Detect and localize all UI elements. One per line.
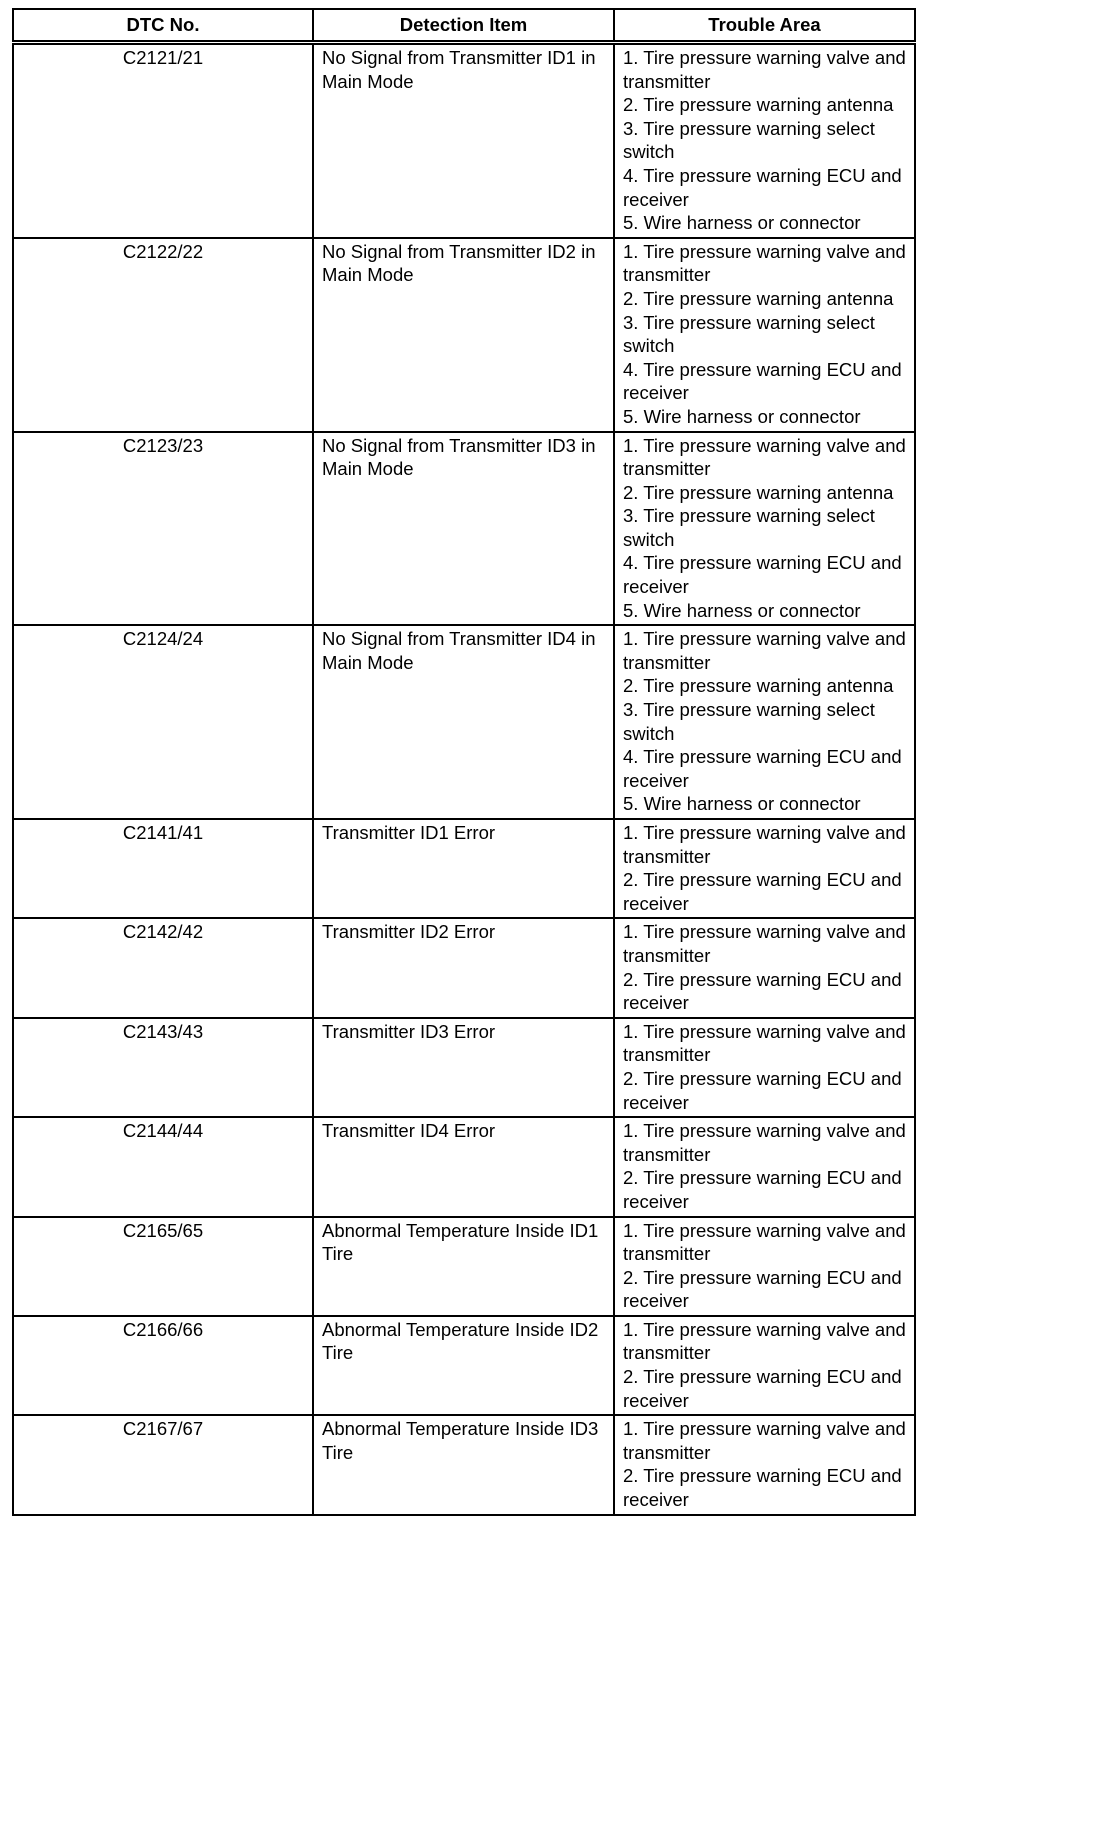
trouble-area-item: 5. Wire harness or connector bbox=[623, 212, 861, 234]
trouble-area-item: 3. Tire pressure warning select switch bbox=[623, 311, 875, 357]
detection-item-cell: Abnormal Temperature Inside ID1 Tire bbox=[313, 1217, 614, 1316]
trouble-area-cell bbox=[614, 1316, 915, 1415]
table-row bbox=[13, 1018, 915, 1117]
trouble-area-item: 2. Tire pressure warning ECU and receiver bbox=[623, 1266, 902, 1312]
trouble-area-cell bbox=[614, 918, 915, 1017]
detection-item-cell: No Signal from Transmitter ID2 in Main Mode bbox=[313, 238, 614, 432]
dtc-code-cell: C2142/42 bbox=[13, 918, 313, 1017]
trouble-area-cell bbox=[614, 625, 915, 819]
table-row bbox=[13, 43, 915, 238]
trouble-area-cell bbox=[614, 238, 915, 432]
trouble-area-item: 4. Tire pressure warning ECU and receiver bbox=[623, 746, 902, 791]
detection-item-cell: Transmitter ID2 Error bbox=[313, 918, 614, 1017]
dtc-code-cell: C2122/22 bbox=[13, 238, 313, 432]
trouble-area-cell bbox=[614, 432, 915, 626]
trouble-area-item: 3. Tire pressure warning select switch bbox=[623, 117, 875, 163]
trouble-area-cell bbox=[614, 1217, 915, 1316]
dtc-code-cell: C2143/43 bbox=[13, 1018, 313, 1117]
table-row bbox=[13, 1217, 915, 1316]
trouble-area-item: 1. Tire pressure warning valve and transmitter bbox=[623, 47, 906, 92]
dtc-code-cell: C2123/23 bbox=[13, 432, 313, 626]
header-detection-item: Detection Item bbox=[313, 9, 614, 43]
trouble-area-item: 2. Tire pressure warning antenna bbox=[623, 94, 894, 116]
detection-item-cell: No Signal from Transmitter ID4 in Main Mode bbox=[313, 625, 614, 819]
trouble-area-item: 2. Tire pressure warning ECU and receiver bbox=[623, 968, 902, 1014]
table-row bbox=[13, 918, 915, 1017]
detection-item-cell: Transmitter ID4 Error bbox=[313, 1117, 614, 1216]
trouble-area-item: 2. Tire pressure warning ECU and receiver bbox=[623, 869, 902, 914]
trouble-area-item: 1. Tire pressure warning valve and transmitter bbox=[623, 240, 906, 286]
dtc-code-cell: C2144/44 bbox=[13, 1117, 313, 1216]
trouble-area-item: 1. Tire pressure warning valve and transmitter bbox=[623, 1020, 906, 1066]
trouble-area-item: 2. Tire pressure warning ECU and receiver bbox=[623, 1067, 902, 1113]
trouble-area-item: 5. Wire harness or connector bbox=[623, 793, 861, 815]
table-header bbox=[13, 9, 915, 43]
header-row bbox=[13, 9, 915, 43]
trouble-area-item: 1. Tire pressure warning valve and transmitter bbox=[623, 1418, 906, 1463]
detection-item-cell: Abnormal Temperature Inside ID3 Tire bbox=[313, 1415, 614, 1514]
trouble-area-item: 1. Tire pressure warning valve and transmitter bbox=[623, 1219, 906, 1265]
detection-item-cell: Transmitter ID3 Error bbox=[313, 1018, 614, 1117]
trouble-area-item: 2. Tire pressure warning antenna bbox=[623, 481, 894, 503]
trouble-area-cell bbox=[614, 1117, 915, 1216]
trouble-area-item: 1. Tire pressure warning valve and transmitter bbox=[623, 1318, 906, 1364]
dtc-code-cell: C2166/66 bbox=[13, 1316, 313, 1415]
trouble-area-item: 3. Tire pressure warning select switch bbox=[623, 699, 875, 744]
detection-item-cell: No Signal from Transmitter ID3 in Main Mode bbox=[313, 432, 614, 626]
trouble-area-cell bbox=[614, 1018, 915, 1117]
trouble-area-item: 1. Tire pressure warning valve and transmitter bbox=[623, 434, 906, 480]
dtc-code-cell: C2141/41 bbox=[13, 819, 313, 918]
table-row bbox=[13, 625, 915, 819]
dtc-code-cell: C2124/24 bbox=[13, 625, 313, 819]
trouble-area-item: 4. Tire pressure warning ECU and receiver bbox=[623, 552, 902, 598]
detection-item-cell: No Signal from Transmitter ID1 in Main Mode bbox=[313, 43, 614, 238]
trouble-area-cell bbox=[614, 43, 915, 238]
table-row bbox=[13, 432, 915, 626]
table-body bbox=[13, 43, 915, 1515]
trouble-area-item: 3. Tire pressure warning select switch bbox=[623, 505, 875, 550]
trouble-area-item: 2. Tire pressure warning ECU and receiver bbox=[623, 1167, 902, 1212]
trouble-area-item: 2. Tire pressure warning antenna bbox=[623, 675, 894, 697]
trouble-area-item: 4. Tire pressure warning ECU and receiver bbox=[623, 164, 902, 210]
trouble-area-item: 1. Tire pressure warning valve and transmitter bbox=[623, 822, 906, 867]
table-row bbox=[13, 819, 915, 918]
trouble-area-item: 1. Tire pressure warning valve and transmitter bbox=[623, 1120, 906, 1165]
trouble-area-item: 5. Wire harness or connector bbox=[623, 599, 861, 621]
dtc-table bbox=[12, 8, 916, 1516]
trouble-area-item: 4. Tire pressure warning ECU and receiver bbox=[623, 358, 902, 404]
header-dtc-no: DTC No. bbox=[13, 9, 313, 43]
table-row bbox=[13, 1415, 915, 1514]
detection-item-cell: Transmitter ID1 Error bbox=[313, 819, 614, 918]
detection-item-cell: Abnormal Temperature Inside ID2 Tire bbox=[313, 1316, 614, 1415]
trouble-area-item: 2. Tire pressure warning ECU and receiver bbox=[623, 1366, 902, 1411]
table-row bbox=[13, 1117, 915, 1216]
trouble-area-item: 5. Wire harness or connector bbox=[623, 405, 861, 427]
trouble-area-item: 2. Tire pressure warning ECU and receiver bbox=[623, 1465, 902, 1511]
trouble-area-item: 1. Tire pressure warning valve and transmitter bbox=[623, 628, 906, 673]
header-trouble-area: Trouble Area bbox=[614, 9, 915, 43]
table-row bbox=[13, 1316, 915, 1415]
dtc-code-cell: C2167/67 bbox=[13, 1415, 313, 1514]
dtc-code-cell: C2121/21 bbox=[13, 43, 313, 238]
trouble-area-item: 2. Tire pressure warning antenna bbox=[623, 287, 894, 309]
dtc-code-cell: C2165/65 bbox=[13, 1217, 313, 1316]
trouble-area-item: 1. Tire pressure warning valve and transmitter bbox=[623, 921, 906, 966]
trouble-area-cell bbox=[614, 819, 915, 918]
trouble-area-cell bbox=[614, 1415, 915, 1514]
table-row bbox=[13, 238, 915, 432]
